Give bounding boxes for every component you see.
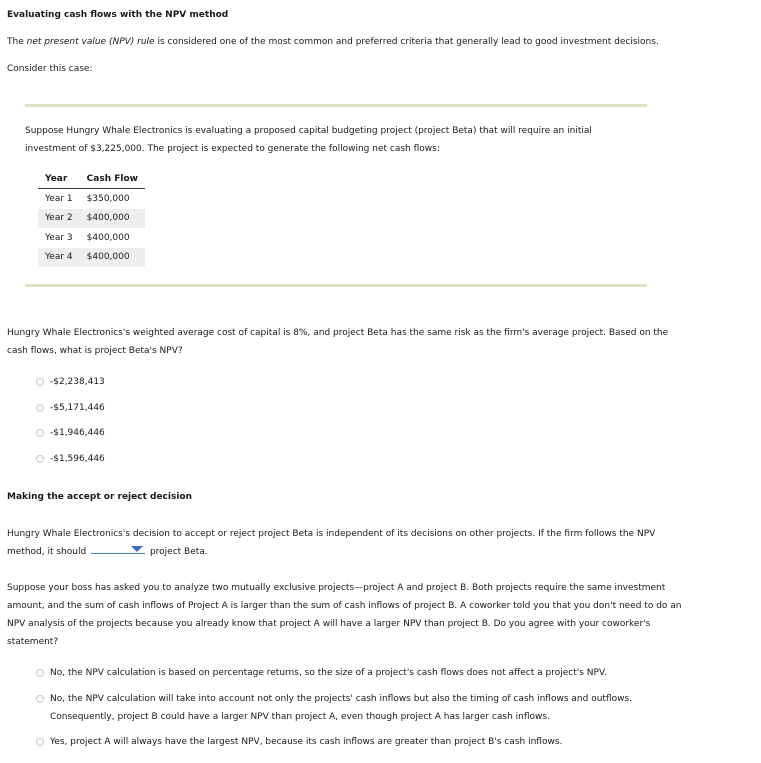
cell-cash: $350,000 (86, 193, 130, 204)
case-text-line-1: Suppose Hungry Whale Electronics is evaluating a proposed capital budgeting project (project Beta) that will require an initial (25, 126, 592, 136)
header-year: Year (38, 170, 80, 189)
cell-cash: $400,000 (80, 209, 145, 229)
consider-label: Consider this case: (7, 64, 93, 74)
cell-year: Year 2 (38, 209, 80, 229)
question1-line-1: Hungry Whale Electronics's weighted average cost of capital is 8%, and project Beta has the same risk as the firm's average project. Based on the (7, 328, 669, 338)
cell-year: Year 1 (45, 193, 73, 204)
option-label (50, 690, 632, 726)
cell-year: Year 3 (45, 232, 73, 243)
question2-line-3: NPV analysis of the projects because you already know that project A will have a larger NPV than project B. Do you agree with your coworker's (7, 619, 651, 629)
option-label: Yes, project A will always have the largest NPV, because its cash inflows are greater than project B's cash inflows. (50, 737, 563, 747)
table-row (38, 209, 145, 229)
option-label: -$2,238,413 (50, 377, 105, 387)
coworker-option-3[interactable] (36, 733, 562, 751)
table-row (38, 228, 145, 248)
case-top-divider (25, 104, 647, 107)
cell-year: Year 4 (38, 248, 80, 268)
intro-prefix: The (7, 37, 27, 47)
option-label: -$1,946,446 (50, 428, 105, 438)
case-bottom-divider (25, 284, 647, 287)
question1-line-2: cash flows, what is project Beta's NPV? (7, 346, 183, 356)
section-heading: Making the accept or reject decision (7, 492, 193, 502)
decision-line-1: Hungry Whale Electronics's decision to accept or reject project Beta is independent of its decisions on other projects. If the firm follows the NPV (7, 529, 656, 539)
cash-flow-table (38, 170, 145, 267)
intro-term: net present value (NPV) rule (26, 37, 155, 47)
radio-button[interactable] (36, 404, 44, 412)
decision-line-2 (7, 543, 208, 561)
npv-option-2[interactable] (36, 399, 105, 417)
question2-line-4: statement? (7, 637, 59, 647)
radio-button[interactable] (36, 378, 44, 386)
decision-prefix: method, it should (7, 547, 87, 557)
question2-line-2: amount, and the sum of cash inflows of Project A is larger than the sum of cash inflows of project B. A coworker told you that you don't need to do an (7, 601, 682, 611)
radio-button[interactable] (36, 738, 44, 746)
case-text-line-2: investment of $3,225,000. The project is expected to generate the following net cash flows: (25, 144, 440, 154)
option-label: -$5,171,446 (50, 403, 105, 413)
intro-paragraph (7, 33, 659, 51)
question2-line-1: Suppose your boss has asked you to analyze two mutually exclusive projects—project A and project B. Both projects require the same investment (7, 583, 666, 593)
accept-reject-dropdown[interactable] (91, 543, 145, 554)
cell-cash: $400,000 (86, 232, 130, 243)
radio-button[interactable] (36, 455, 44, 463)
coworker-option-1[interactable] (36, 664, 607, 682)
option-label: No, the NPV calculation is based on percentage returns, so the size of a project's cash flows does not affect a project's NPV. (50, 668, 607, 678)
page-title: Evaluating cash flows with the NPV method (7, 10, 229, 20)
npv-option-4[interactable] (36, 450, 105, 468)
table-header-row (38, 170, 145, 189)
npv-option-3[interactable] (36, 424, 105, 442)
radio-button[interactable] (36, 429, 44, 437)
table-row (38, 248, 145, 268)
option-line-1: No, the NPV calculation will take into account not only the projects' cash inflows but also the timing of cash inflows and outflows. (50, 694, 633, 704)
header-cash-flow: Cash Flow (80, 170, 145, 189)
decision-suffix: project Beta. (149, 547, 208, 557)
dropdown-arrow-icon[interactable] (131, 546, 143, 552)
intro-suffix: is considered one of the most common and preferred criteria that generally lead to good investment decisions. (154, 37, 659, 47)
table-row (38, 189, 145, 209)
cell-cash: $400,000 (80, 248, 145, 268)
option-line-2: Consequently, project B could have a larger NPV than project A, even though project A has larger cash inflows. (50, 712, 550, 722)
radio-button[interactable] (36, 669, 44, 677)
coworker-option-2[interactable] (36, 690, 632, 726)
radio-button[interactable] (36, 695, 44, 703)
option-label: -$1,596,446 (50, 454, 105, 464)
npv-option-1[interactable] (36, 373, 105, 391)
